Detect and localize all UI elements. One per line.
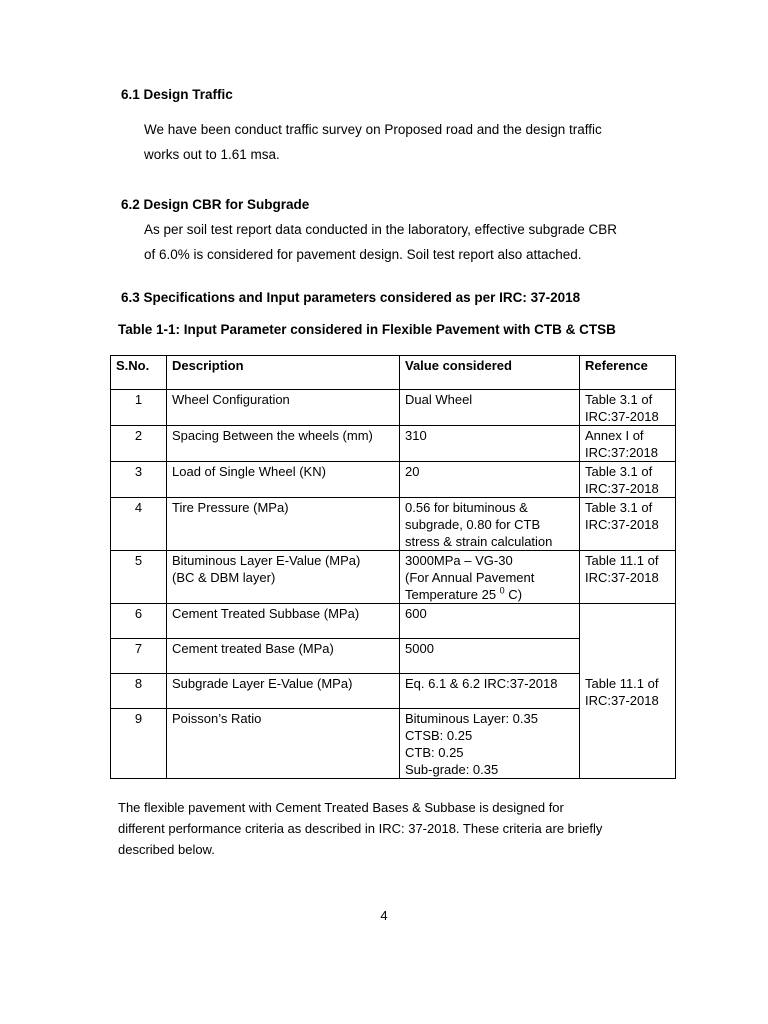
cell-line: stress & strain calculation: [405, 534, 553, 549]
cell-value: [400, 604, 580, 639]
temperature-unit: C): [504, 587, 523, 602]
table-row: [111, 390, 676, 426]
cell-value: [400, 462, 580, 498]
cell-line: (For Annual Pavement: [405, 570, 535, 585]
cell-line: Table 11.1 of: [585, 553, 659, 568]
table-row: [111, 551, 676, 604]
section-6-1-heading: 6.1 Design Traffic: [121, 87, 233, 102]
closing-paragraph: [118, 797, 651, 860]
cell-value: [400, 709, 580, 779]
cell-line: Cement Treated Subbase (MPa): [172, 606, 360, 621]
cell-line: 5000: [405, 641, 434, 656]
paragraph-line: The flexible pavement with Cement Treated Bases & Subbase is designed for: [118, 800, 564, 815]
header-description: Description: [167, 356, 400, 390]
cell-line: subgrade, 0.80 for CTB: [405, 517, 541, 532]
cell-value: [400, 674, 580, 709]
cell-line: CTSB: 0.25: [405, 728, 473, 743]
cell-line: Subgrade Layer E-Value (MPa): [172, 676, 353, 691]
page-number: 4: [380, 908, 388, 923]
cell-line: IRC:37-2018: [585, 517, 659, 532]
cell-line: IRC:37:2018: [585, 445, 658, 460]
cell-line: Sub-grade: 0.35: [405, 762, 499, 777]
table-row: [111, 604, 676, 639]
cell-line: Cement treated Base (MPa): [172, 641, 334, 656]
cell-line: Dual Wheel: [405, 392, 473, 407]
cell-line: Eq. 6.1 & 6.2 IRC:37-2018: [405, 676, 558, 691]
cell-sno: 8: [111, 674, 167, 709]
section-6-3-heading: 6.3 Specifications and Input parameters considered as per IRC: 37-2018: [121, 290, 581, 305]
header-sno: S.No.: [111, 356, 167, 390]
degree-superscript: 0: [499, 585, 505, 596]
paragraph-line: As per soil test report data conducted in the laboratory, effective subgrade CBR: [144, 222, 618, 237]
cell-line: Spacing Between the wheels (mm): [172, 428, 373, 443]
header-value: Value considered: [400, 356, 580, 390]
cell-sno: 7: [111, 639, 167, 674]
cell-line: CTB: 0.25: [405, 745, 464, 760]
table-row: [111, 426, 676, 462]
cell-line: (BC & DBM layer): [172, 570, 276, 585]
cell-value: [400, 426, 580, 462]
cell-line: IRC:37-2018: [585, 570, 659, 585]
paragraph-line: We have been conduct traffic survey on Proposed road and the design traffic: [144, 122, 602, 137]
cell-line: Tire Pressure (MPa): [172, 500, 289, 515]
cell-line: Table 11.1 of: [585, 675, 659, 691]
table-header-row: [111, 356, 676, 390]
paragraph-line: of 6.0% is considered for pavement design. Soil test report also attached.: [144, 247, 582, 262]
cell-line: Table 3.1 of: [585, 500, 653, 515]
table-caption: Table 1-1: Input Parameter considered in Flexible Pavement with CTB & CTSB: [118, 322, 616, 337]
cell-description: [167, 390, 400, 426]
table-row: [111, 498, 676, 551]
cell-sno: 9: [111, 709, 167, 779]
cell-line: IRC:37-2018: [585, 692, 659, 708]
cell-description: [167, 639, 400, 674]
cell-reference: [580, 462, 676, 498]
cell-sno: 5: [111, 551, 167, 604]
section-6-1-paragraph: [144, 117, 602, 167]
cell-line: IRC:37-2018: [585, 409, 659, 424]
cell-sno: 2: [111, 426, 167, 462]
cell-line: Table 3.1 of: [585, 464, 653, 479]
cell-reference: [580, 498, 676, 551]
cell-description: [167, 498, 400, 551]
cell-value: [400, 390, 580, 426]
cell-line: Poisson’s Ratio: [172, 711, 262, 726]
cell-sno: 3: [111, 462, 167, 498]
cell-line: 0.56 for bituminous &: [405, 500, 528, 515]
cell-value: [400, 498, 580, 551]
cell-reference: [580, 390, 676, 426]
section-6-2-paragraph: [144, 217, 617, 267]
cell-line: 20: [405, 464, 420, 479]
section-6-2-heading: 6.2 Design CBR for Subgrade: [121, 197, 310, 212]
cell-line: Bituminous Layer: 0.35: [405, 711, 538, 726]
cell-line: 3000MPa – VG-30: [405, 553, 513, 568]
cell-reference: [580, 551, 676, 604]
cell-line: 310: [405, 428, 427, 443]
input-parameter-table: [110, 355, 676, 779]
cell-sno: 4: [111, 498, 167, 551]
cell-description: [167, 462, 400, 498]
header-reference: Reference: [580, 356, 676, 390]
cell-value: [400, 551, 580, 604]
cell-value: [400, 639, 580, 674]
table-row: [111, 462, 676, 498]
cell-line: Bituminous Layer E-Value (MPa): [172, 553, 361, 568]
cell-line: Load of Single Wheel (KN): [172, 464, 326, 479]
cell-sno: 1: [111, 390, 167, 426]
paragraph-line: different performance criteria as described in IRC: 37-2018. These criteria are briefly: [118, 821, 603, 836]
cell-reference-merged: [580, 604, 676, 779]
paragraph-line: works out to 1.61 msa.: [144, 147, 280, 162]
cell-sno: 6: [111, 604, 167, 639]
cell-line: Table 3.1 of: [585, 392, 653, 407]
cell-description: [167, 551, 400, 604]
cell-line: 600: [405, 606, 427, 621]
cell-description: [167, 426, 400, 462]
cell-description: [167, 604, 400, 639]
cell-reference: [580, 426, 676, 462]
cell-line: IRC:37-2018: [585, 481, 659, 496]
temperature-text: Temperature 25: [405, 587, 500, 602]
cell-line: [405, 586, 574, 603]
cell-description: [167, 709, 400, 779]
paragraph-line: described below.: [118, 842, 215, 857]
cell-description: [167, 674, 400, 709]
cell-line: Annex I of: [585, 428, 644, 443]
cell-line: Wheel Configuration: [172, 392, 290, 407]
